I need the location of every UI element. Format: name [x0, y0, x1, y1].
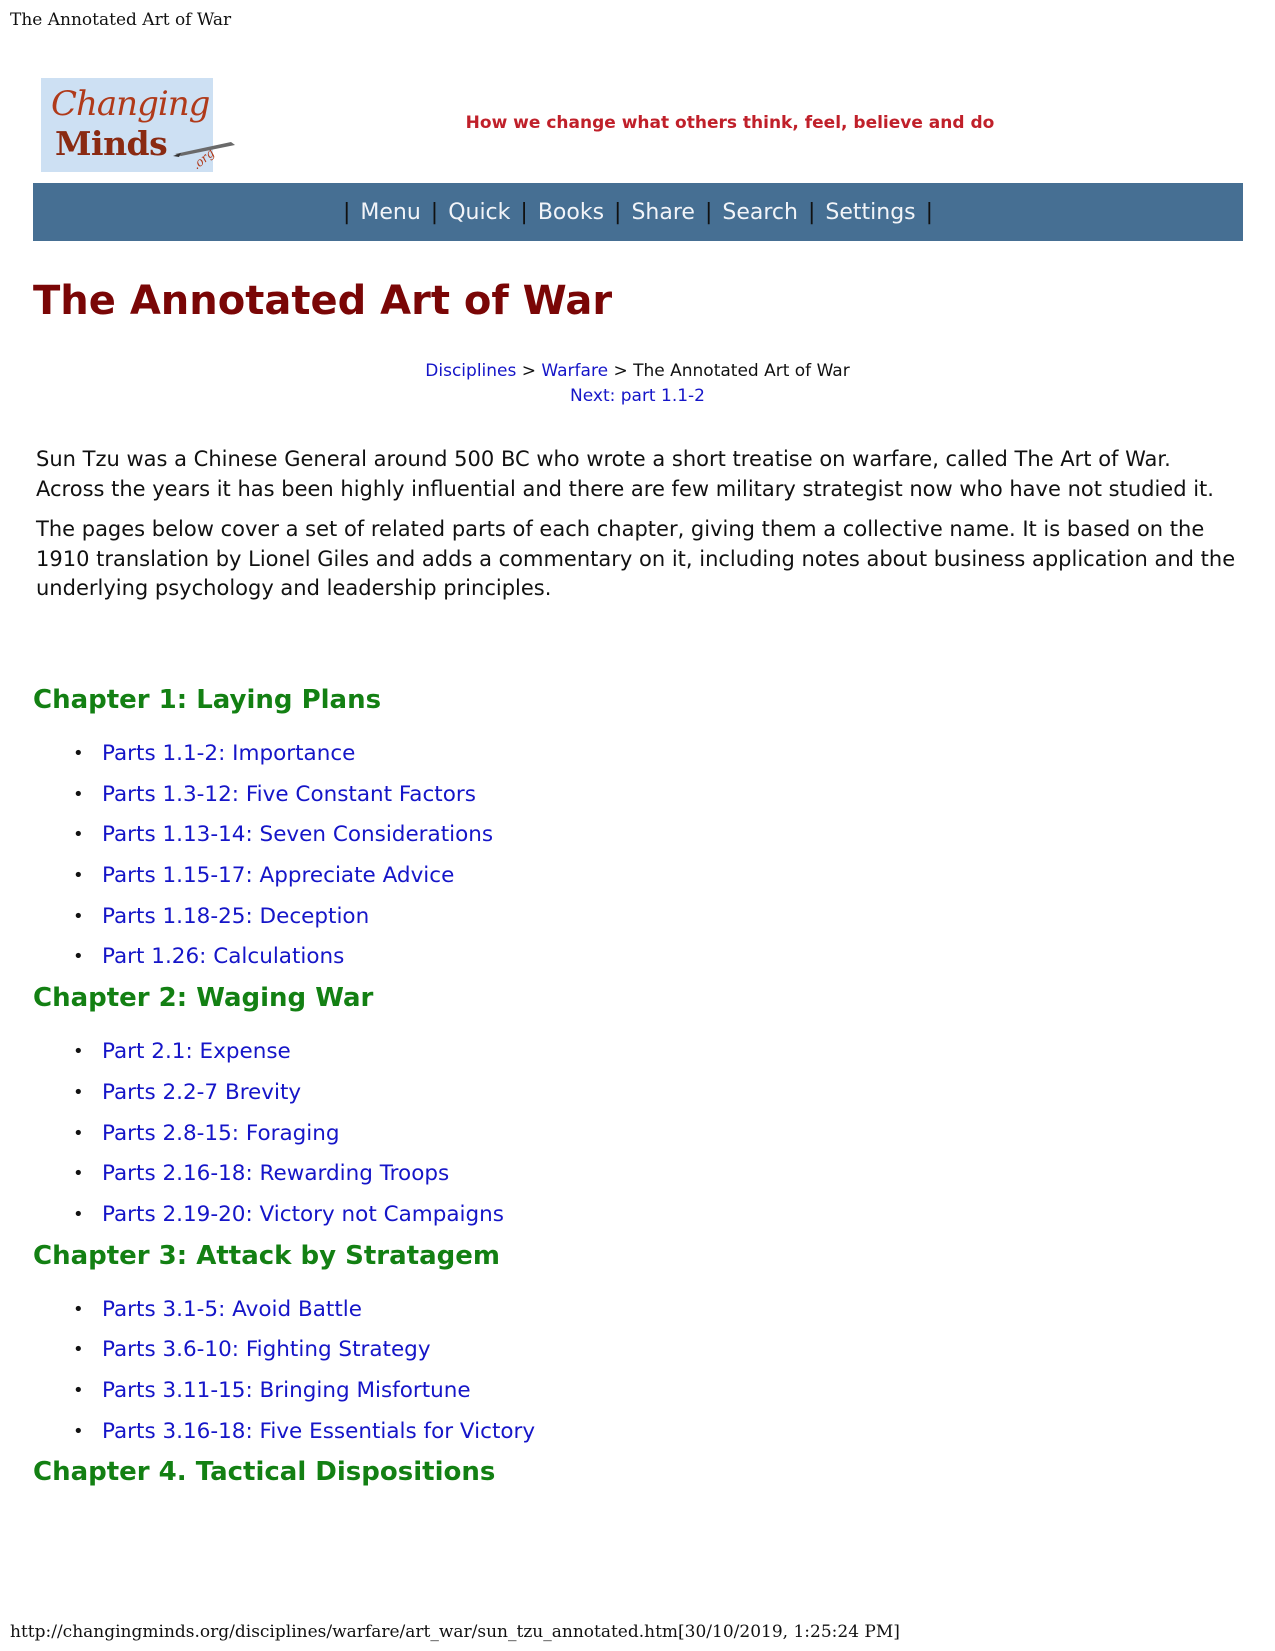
- bullet-icon: •: [73, 743, 84, 764]
- list-item: [33, 1118, 1233, 1159]
- nav-books-link[interactable]: Books: [537, 199, 605, 225]
- breadcrumb-separator: >: [613, 361, 628, 381]
- intro-text: [36, 445, 1241, 615]
- breadcrumb-current: The Annotated Art of War: [633, 361, 850, 381]
- bullet-icon: •: [73, 824, 84, 846]
- logo-line-2: Minds: [55, 124, 168, 163]
- bullet-icon: •: [73, 1163, 84, 1185]
- part-link[interactable]: Part 1.26: Calculations: [102, 944, 345, 970]
- part-link[interactable]: Parts 2.16-18: Rewarding Troops: [102, 1161, 450, 1187]
- part-link[interactable]: Parts 2.2-7 Brevity: [102, 1079, 302, 1105]
- part-link[interactable]: Parts 1.18-25: Deception: [102, 903, 370, 929]
- part-link[interactable]: Part 2.1: Expense: [102, 1039, 291, 1065]
- list-item: [33, 1334, 1233, 1375]
- part-link[interactable]: Parts 1.1-2: Importance: [102, 741, 356, 766]
- part-link[interactable]: Parts 1.13-14: Seven Considerations: [102, 822, 494, 848]
- bullet-icon: •: [73, 783, 84, 805]
- list-item: [33, 1199, 1233, 1240]
- intro-paragraph: The pages below cover a set of related parts of each chapter, giving them a collective name. It is based on the 1910 translation by Lionel Giles and adds a commentary on it, including notes about business application and the underlying psychology and leadership principles.: [36, 517, 1236, 600]
- bullet-icon: •: [73, 1420, 84, 1442]
- chapter-heading: Chapter 1: Laying Plans: [33, 685, 382, 715]
- chapter-heading: Chapter 3: Attack by Stratagem: [33, 1240, 500, 1271]
- nav-separator: |: [342, 199, 351, 225]
- list-item: [33, 738, 1233, 779]
- chapter-parts-list: [33, 1294, 1233, 1457]
- nav-search-link[interactable]: Search: [722, 199, 798, 225]
- main-nav: [33, 183, 1243, 241]
- nav-menu-link[interactable]: Menu: [360, 199, 421, 225]
- site-tagline: How we change what others think, feel, believe and do: [465, 113, 995, 133]
- list-item: [33, 1375, 1233, 1416]
- list-item: [33, 1036, 1233, 1077]
- nav-quick-link[interactable]: Quick: [448, 199, 511, 225]
- breadcrumb-separator: >: [521, 361, 537, 381]
- nav-separator: |: [807, 199, 816, 225]
- print-header-title: The Annotated Art of War: [10, 10, 232, 30]
- chapter-parts-list: [33, 1036, 1233, 1239]
- logo-line-1: Changing: [51, 84, 210, 124]
- chapter-heading: Chapter 2: Waging War: [33, 983, 374, 1014]
- list-item: [33, 1158, 1233, 1199]
- part-link[interactable]: Parts 3.6-10: Fighting Strategy: [102, 1337, 431, 1363]
- print-footer-url: http://changingminds.org/disciplines/warfare/art_war/sun_tzu_annotated.htm[30/10/2019, 1:25:24 PM]: [10, 1622, 900, 1642]
- page-title: The Annotated Art of War: [33, 278, 613, 324]
- part-link[interactable]: Parts 3.1-5: Avoid Battle: [102, 1296, 362, 1322]
- nav-separator: |: [520, 199, 528, 225]
- list-item: [33, 860, 1233, 901]
- bullet-icon: •: [73, 1339, 84, 1361]
- breadcrumb-warfare-link[interactable]: Warfare: [541, 361, 609, 381]
- part-link[interactable]: Parts 2.19-20: Victory not Campaigns: [102, 1201, 505, 1227]
- part-link[interactable]: Parts 1.15-17: Appreciate Advice: [102, 863, 455, 889]
- list-item: [33, 1416, 1233, 1457]
- next-page-line: [0, 386, 1275, 406]
- chapter-list: [33, 684, 1233, 1510]
- bullet-icon: •: [73, 1081, 84, 1103]
- part-link[interactable]: Parts 3.16-18: Five Essentials for Victory: [102, 1418, 536, 1444]
- nav-separator: |: [430, 199, 439, 225]
- breadcrumb-disciplines-link[interactable]: Disciplines: [425, 361, 517, 381]
- nav-separator: |: [614, 199, 622, 225]
- list-item: [33, 901, 1233, 942]
- list-item: [33, 1077, 1233, 1118]
- bullet-icon: •: [73, 946, 84, 968]
- bullet-icon: •: [73, 1298, 84, 1320]
- bullet-icon: •: [73, 1379, 84, 1401]
- logo-suffix: .org: [189, 145, 218, 173]
- bullet-icon: •: [73, 1122, 84, 1144]
- nav-separator: |: [925, 199, 934, 225]
- bullet-icon: •: [73, 1041, 84, 1063]
- nav-share-link[interactable]: Share: [631, 199, 695, 225]
- breadcrumb: [0, 361, 1275, 381]
- part-link[interactable]: Parts 3.11-15: Bringing Misfortune: [102, 1377, 471, 1403]
- chapter-parts-list: [33, 738, 1233, 982]
- nav-settings-link[interactable]: Settings: [825, 199, 916, 225]
- bullet-icon: •: [73, 865, 84, 887]
- part-link[interactable]: Parts 2.8-15: Foraging: [102, 1120, 340, 1146]
- list-item: [33, 779, 1233, 820]
- next-page-link[interactable]: Next: part 1.1-2: [570, 386, 705, 406]
- part-link[interactable]: Parts 1.3-12: Five Constant Factors: [102, 781, 476, 807]
- list-item: [33, 819, 1233, 860]
- bullet-icon: •: [73, 1203, 84, 1225]
- bullet-icon: •: [73, 905, 84, 927]
- nav-separator: |: [704, 199, 713, 225]
- list-item: [33, 941, 1233, 982]
- intro-paragraph: Sun Tzu was a Chinese General around 500 BC who wrote a short treatise on warfare, called The Art of War. Across the years it has been highly influential and there are few military strategist now who have not studied it.: [36, 447, 1214, 501]
- list-item: [33, 1294, 1233, 1335]
- site-logo[interactable]: [41, 78, 218, 173]
- chapter-heading: Chapter 4. Tactical Dispositions: [33, 1457, 496, 1488]
